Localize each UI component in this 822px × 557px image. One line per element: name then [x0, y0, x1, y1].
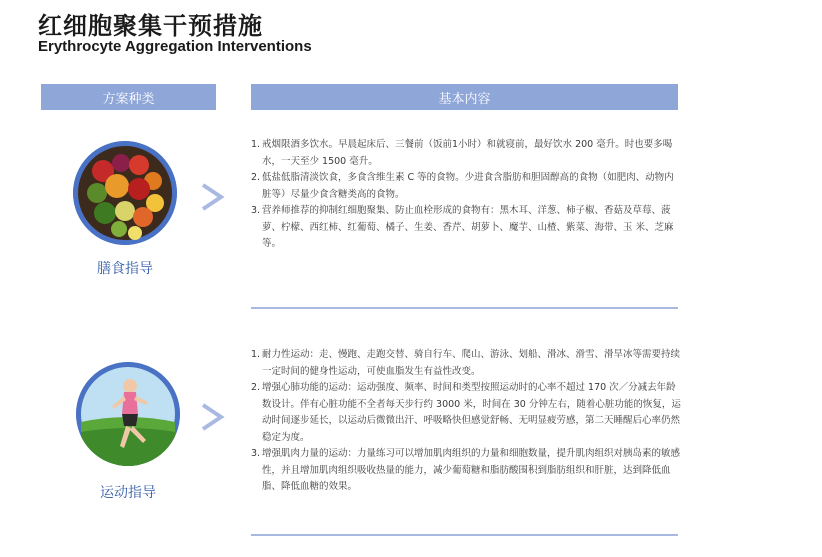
list-item: 1. 戒烟限酒多饮水。早晨起床后、三餐前（饭前1小时）和就寝前，最好饮水 200 毫升。时也要多喝水，一天至少 1500 毫升。: [251, 139, 673, 167]
list-item: 3. 增强肌肉力量的运动：力量练习可以增加肌肉组织的力量和细胞数量，提升肌肉组织对胰岛素的敏感性，并且增加肌肉组织吸收热量的能力，减少葡萄糖和脂肪酸围积到脂肪组织和肝脏，达到降低血脂、降低血糖的效果。: [251, 448, 681, 492]
page-title: 红细胞聚集干预措施: [38, 12, 263, 40]
chevron-right-icon: [199, 182, 225, 212]
section-divider: [251, 534, 678, 536]
category-label-exercise: 运动指导: [100, 485, 156, 501]
exercise-content: [251, 347, 681, 496]
header-category: 方案种类: [41, 84, 216, 110]
list-item: 2. 低盐低脂清淡饮食，多食含维生素 C 等的食物。少进食含脂肪和胆固醇高的食物（如肥肉、动物内脏等）尽量少食含糖类高的食物。: [251, 172, 674, 200]
list-item: 3. 营养师推荐的抑制红细胞聚集、防止血栓形成的食物有：黑木耳、洋葱、柿子椒、香菇及草莓、菠萝、柠檬、西红柿、红葡萄、橘子、生姜、香芹、胡萝卜、魔芋、山楂、紫菜、海带、玉 米、芝麻等。: [251, 205, 674, 249]
list-item: 1. 耐力性运动：走、慢跑、走跑交替、骑自行车、爬山、游泳、划船、滑冰、滑雪、滑旱冰等需要持续一定时间的健身性运动，可使血脂发生有益性改变。: [251, 349, 681, 377]
header-content: 基本内容: [251, 84, 678, 110]
chevron-right-icon: [199, 402, 225, 432]
vegetables-fruit-photo: [73, 141, 177, 245]
diet-content: [251, 137, 681, 253]
category-label-diet: 膳食指导: [97, 261, 153, 277]
runner-photo: [76, 362, 180, 466]
list-item: 2. 增强心肺功能的运动：运动强度、频率、时间和类型按照运动时的心率不超过 170 次／分减去年龄数设计。伴有心脏功能不全者每天步行约 3000 米，时间在 30 分钟左右，随着心脏功能的恢复，运动时间逐步延长，以运动后微微出汗、呼吸略快但感觉舒畅、无明显疲劳感，第二天睡醒后心率仍然稳定为度。: [251, 382, 681, 443]
section-divider: [251, 307, 678, 309]
page-subtitle: Erythrocyte Aggregation Interventions: [38, 38, 312, 55]
